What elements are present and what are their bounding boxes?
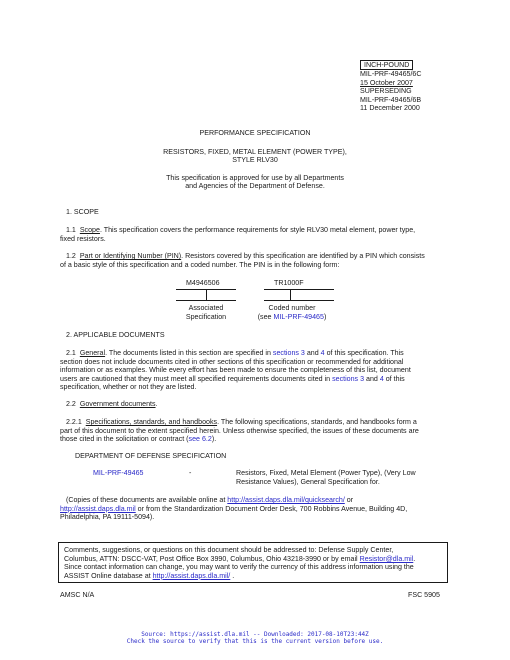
dod-heading: DEPARTMENT OF DEFENSE SPECIFICATION (75, 452, 227, 460)
para-number: 1.2 (66, 252, 76, 260)
superseding-label: SUPERSEDING (360, 87, 412, 96)
superseded-number: MIL-PRF-49465/6B (360, 95, 422, 104)
footer-source-line: Source: https://assist.dla.mil -- Downloaded: 2017-08-10T23:44Z (141, 631, 369, 638)
pin-right-underline (264, 289, 334, 290)
download-footer (0, 631, 510, 645)
applicable-heading: 2. APPLICABLE DOCUMENTS (66, 331, 165, 339)
para-title: Part or Identifying Number (PIN) (79, 252, 182, 260)
pin-right-bracket (264, 300, 334, 301)
superseded-date: 11 December 2000 (360, 104, 420, 113)
assist-online-link[interactable]: http://assist.daps.dla.mil/ (152, 571, 231, 580)
pin-left-connector (206, 290, 207, 300)
pin-left-bracket (176, 300, 236, 301)
title-line-2: STYLE RLV30 (232, 156, 278, 164)
footer-verify-line: Check the source to verify that this is the current version before use. (126, 638, 384, 645)
inch-pound-label: INCH-POUND (360, 60, 413, 70)
doc-date: 15 October 2007 (360, 78, 413, 87)
pin-left-label: Associated Specification (185, 304, 227, 321)
see-6-2-link[interactable]: see 6.2 (188, 435, 212, 444)
para-1-1: 1.1 Scope. This specification covers the performance requirements for style RLV30 metal element, power type, fixed resistors. (60, 226, 416, 243)
section-4-link[interactable]: 4 (379, 374, 384, 383)
para-1-2: 1.2 Part or Identifying Number (PIN). Resistors covered by this specification are identified by a PIN which consists of a basic style of this specification and a coded number. The PIN is in the following form: (60, 252, 425, 269)
pin-left-code: M4946506 (186, 279, 220, 287)
document-header (360, 60, 480, 113)
scope-heading: 1. SCOPE (66, 208, 99, 216)
copies-paragraph: (Copies of these documents are available online at http://assist.daps.dla.mil/quicksearch/ or http://assist.daps.dla.mil or from the Standardization Document Order Desk, 700 Robbins Avenue, Building 4D, Philadelphia, PA 19111-5094). (60, 496, 408, 522)
approval-line-2: and Agencies of the Department of Defense. (185, 182, 325, 190)
para-2-1: 2.1 General. The documents listed in this section are specified in sections 3 and 4 of this specification. This section does not include documents cited in other sections of this specification or recommended for additional information or as examples. While every effort has been made to ensure the completeness of this list, document users are cautioned that they must meet all specified requirements documents cited in sections 3 and 4 of this specification, whether or not they are listed. (60, 349, 411, 392)
assist-link[interactable]: http://assist.daps.dla.mil (60, 504, 136, 513)
sections-3-link[interactable]: sections 3 (272, 349, 305, 357)
email-link[interactable]: Resistor@dla.mil (359, 554, 414, 563)
quicksearch-link[interactable]: http://assist.daps.dla.mil/quicksearch/ (227, 496, 345, 504)
pin-right-connector (290, 290, 291, 300)
pin-right-code: TR1000F (274, 279, 304, 287)
para-2-2: 2.2 Government documents. (66, 400, 158, 408)
approval-line-1: This specification is approved for use by all Departments (166, 174, 344, 182)
section-4-link[interactable]: 4 (320, 349, 325, 357)
title-line-1: RESISTORS, FIXED, METAL ELEMENT (POWER TYPE), (163, 148, 347, 156)
dod-spec-description: Resistors, Fixed, Metal Element (Power Type), (Very Low Resistance Values), General Specification for. (236, 469, 416, 486)
mil-prf-49465-link[interactable]: MIL-PRF-49465 (273, 312, 324, 321)
dod-spec-link[interactable]: MIL-PRF-49465 (93, 469, 144, 477)
para-number: 1.1 (66, 226, 76, 234)
doc-number: MIL-PRF-49465/6C (360, 70, 422, 78)
para-2-2-1: 2.2.1 Specifications, standards, and handbooks. The following specifications, standards, and handbooks form a part of this document to the extent specified herein. Unless otherwise specified, the issues of these documents are those cited in the solicitation or contract (see 6.2). (60, 418, 419, 444)
sections-3-link[interactable]: sections 3 (332, 374, 365, 383)
dod-spec-dash: - (189, 469, 192, 477)
para-title: Scope (79, 226, 100, 234)
fsc-label: FSC 5905 (408, 591, 440, 599)
spec-type: PERFORMANCE SPECIFICATION (199, 129, 311, 137)
contact-box: Comments, suggestions, or questions on this document should be addressed to: Defense Supply Center, Columbus, ATTN: DSCC-VAT, Post Office Box 3990, Columbus, Ohio 43218-3990 or by email Resistor@dla.mil. Since contact information can change, you may want to verify the currency of this address information using the ASSIST Online database at http://assist.daps.dla.mil/ . (58, 542, 448, 583)
amsc-label: AMSC N/A (60, 591, 95, 599)
pin-right-label: Coded number (see MIL-PRF-49465) (257, 304, 327, 321)
